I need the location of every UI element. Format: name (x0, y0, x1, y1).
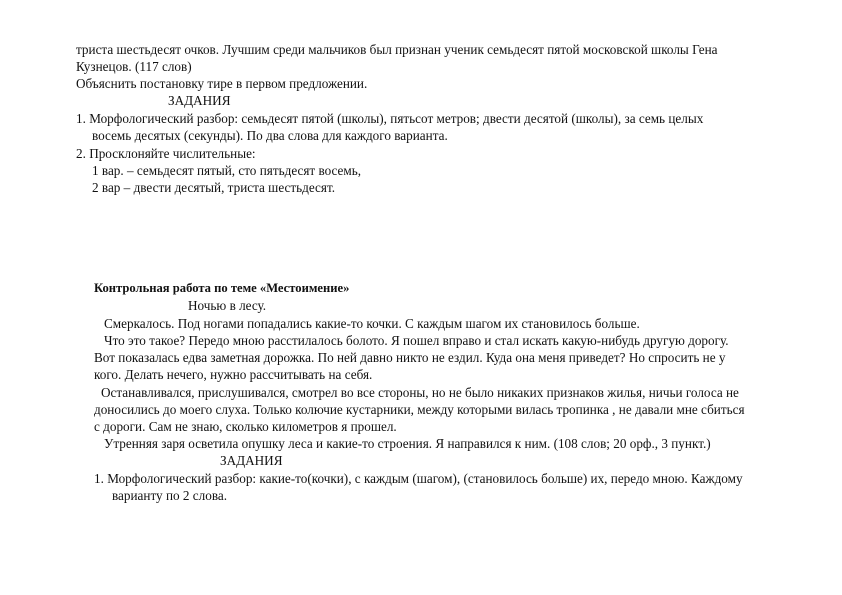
text-line: триста шестьдесят очков. Лучшим среди мальчиков был признан ученик семьдесят пятой московской школы Гена (76, 42, 718, 57)
variant-line: 2 вар – двести десятый, триста шестьдесят. (92, 180, 336, 195)
task-item: 1. Морфологический разбор: семьдесят пятой (школы), пятьсот метров; двести десятой (школы), за семь целых (76, 111, 704, 126)
paragraph-line: с дороги. Сам не знаю, сколько километров я прошел. (94, 419, 397, 434)
paragraph-line: Вот показалась едва заметная дорожка. По ней давно никто не ездил. Куда она меня приведет? Но спросить не у (94, 350, 726, 365)
paragraph-line: Что это такое? Передо мною расстилалось болото. Я пошел вправо и стал искать какую-нибудь другую дорогу. (104, 333, 729, 348)
test-heading: Контрольная работа по теме «Местоимение» (94, 281, 350, 295)
tasks-heading: ЗАДАНИЯ (220, 453, 283, 468)
task-item-continuation: варианту по 2 слова. (112, 488, 228, 503)
task-item: 2. Просклоняйте числительные: (76, 146, 256, 161)
paragraph-line: доносились до моего слуха. Только колючие кустарники, между которыми вилась тропинка , не давали мне сбиться (94, 402, 745, 417)
instruction-text: Объяснить постановку тире в первом предложении. (76, 76, 368, 91)
task-item-continuation: восемь десятых (секунды). По два слова для каждого варианта. (92, 128, 448, 143)
text-line: Кузнецов. (117 слов) (76, 59, 192, 74)
paragraph-line: Останавливался, прислушивался, смотрел во все стороны, но не было никаких признаков жилья, ничьи голоса не (101, 385, 739, 400)
variant-line: 1 вар. – семьдесят пятый, сто пятьдесят восемь, (92, 163, 362, 178)
paragraph-line: кого. Делать нечего, нужно рассчитывать на себя. (94, 367, 373, 382)
paragraph-line: Смеркалось. Под ногами попадались какие-то кочки. С каждым шагом их становилось больше. (104, 316, 640, 331)
story-title: Ночью в лесу. (188, 298, 267, 313)
paragraph-line: Утренняя заря осветила опушку леса и какие-то строения. Я направился к ним. (108 слов; 20 орф., 3 пункт.) (104, 436, 711, 451)
task-item: 1. Морфологический разбор: какие-то(кочки), с каждым (шагом), (становилось больше) их, передо мною. Каждому (94, 471, 743, 486)
tasks-heading: ЗАДАНИЯ (168, 93, 231, 108)
